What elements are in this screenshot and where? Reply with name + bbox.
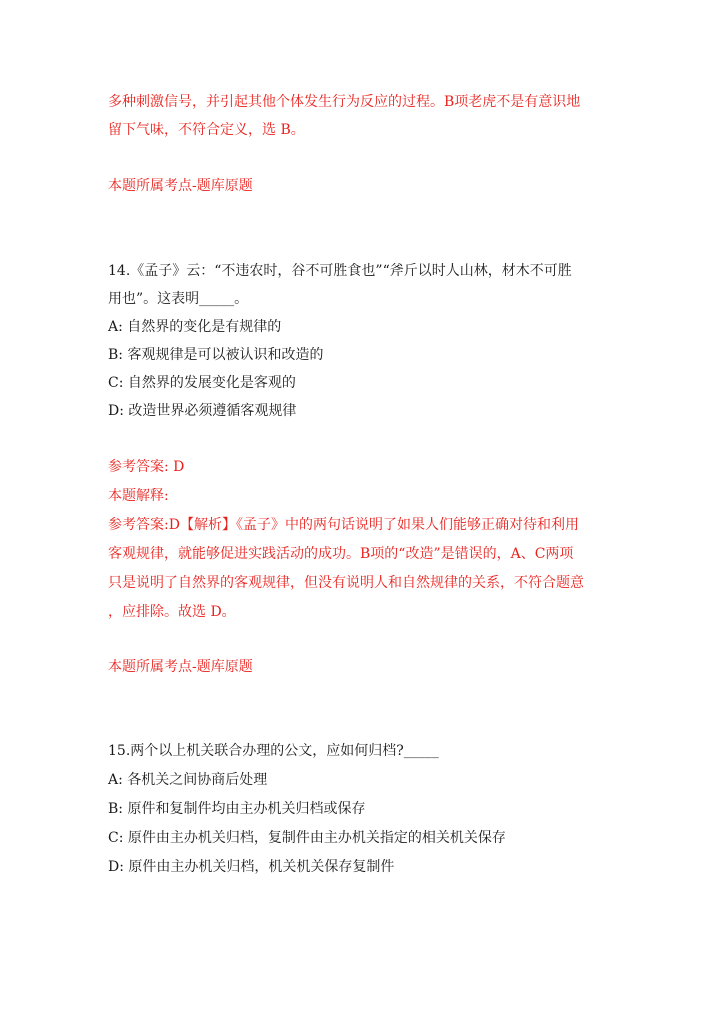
q14-explanation-line-1: 参考答案:D【解析】《孟子》中的两句话说明了如果人们能够正确对待和利用: [108, 517, 579, 533]
prev-explanation-line-2: 留下气味，不符合定义，选 B。: [108, 122, 305, 138]
q14-option-b: B: 客观规律是可以被认识和改造的: [108, 347, 324, 363]
q14-option-c: C: 自然界的发展变化是客观的: [108, 375, 296, 391]
q15-option-d: D: 原件由主办机关归档，机关机关保存复制件: [108, 859, 395, 875]
q14-explanation-line-2: 客观规律，就能够促进实践活动的成功。B项的“改造”是错误的，A、C两项: [108, 546, 574, 562]
prev-source-label: 本题所属考点-题库原题: [108, 178, 253, 194]
q14-explanation-label: 本题解释:: [108, 488, 169, 504]
q14-option-d: D: 改造世界必须遵循客观规律: [108, 403, 297, 419]
q15-option-c: C: 原件由主办机关归档，复制件由主办机关指定的相关机关保存: [108, 830, 506, 846]
q15-option-a: A: 各机关之间协商后处理: [108, 772, 268, 788]
q15-stem: 15.两个以上机关联合办理的公文，应如何归档?_____: [108, 743, 439, 759]
q14-stem-line-1: 14.《孟子》云：“不违农时，谷不可胜食也”“斧斤以时人山林，材木不可胜: [108, 263, 572, 279]
q14-stem-line-2: 用也”。这表明_____。: [108, 291, 249, 307]
q14-source-label: 本题所属考点-题库原题: [108, 659, 253, 675]
q15-option-b: B: 原件和复制件均由主办机关归档或保存: [108, 801, 366, 817]
q14-answer: 参考答案: D: [108, 459, 185, 475]
q14-option-a: A: 自然界的变化是有规律的: [108, 319, 282, 335]
q14-explanation-line-3: 只是说明了自然界的客观规律，但没有说明人和自然规律的关系，不符合题意: [108, 575, 584, 591]
prev-explanation-line-1: 多种刺激信号，并引起其他个体发生行为反应的过程。B项老虎不是有意识地: [108, 94, 581, 110]
q14-explanation-line-4: ，应排除。故选 D。: [108, 604, 236, 620]
